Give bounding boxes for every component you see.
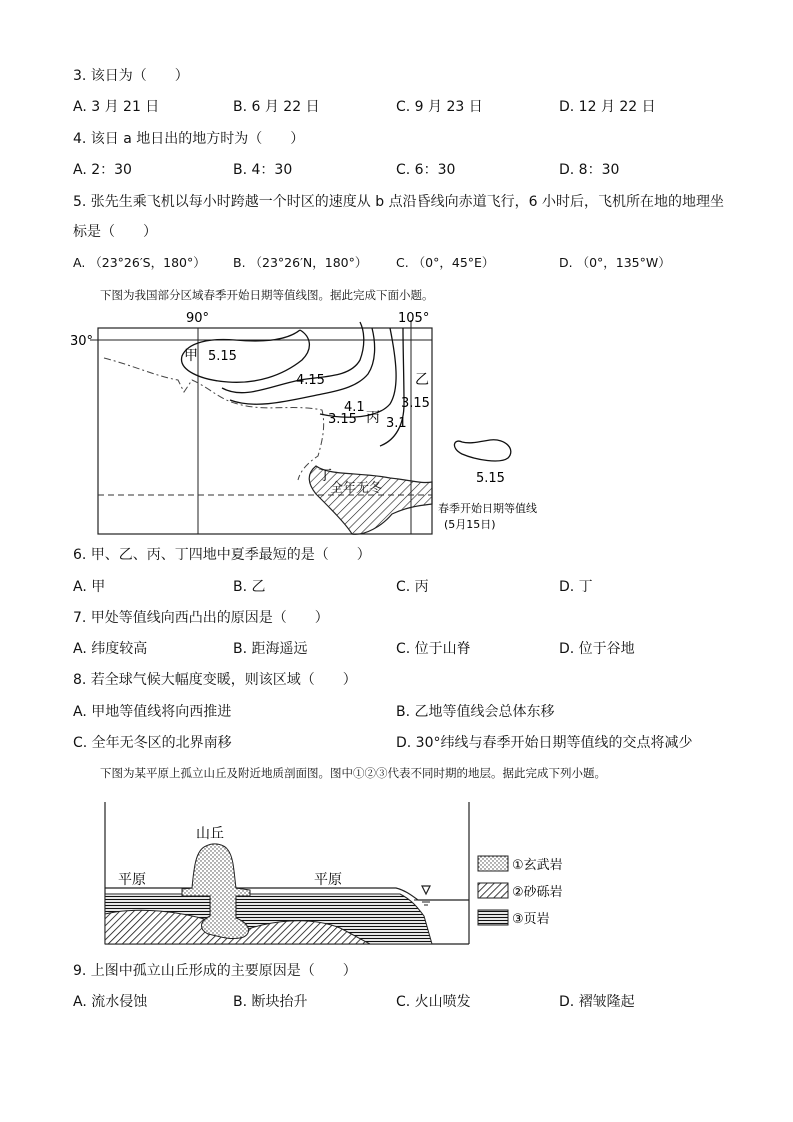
q9-option-a: A. 流水侵蚀	[73, 994, 148, 1010]
q4-option-d: D. 8：30	[559, 162, 620, 178]
q3-option-b: B. 6 月 22 日	[233, 99, 320, 115]
question-3-stem: 3. 该日为（ ）	[73, 68, 189, 84]
q4-option-c: C. 6：30	[396, 162, 456, 178]
q8-option-a: A. 甲地等值线将向西推进	[73, 704, 232, 720]
question-6-options	[73, 577, 713, 597]
question-7-options	[73, 639, 713, 659]
q9-option-d: D. 褶皱隆起	[559, 994, 635, 1010]
isoline-label-515: 5.15	[208, 349, 237, 364]
q8-option-c: C. 全年无冬区的北界南移	[73, 735, 232, 751]
q4-option-a: A. 2：30	[73, 162, 132, 178]
legend-shale-label: ③页岩	[512, 912, 550, 927]
no-winter-label: 全年无冬	[330, 481, 383, 496]
legend-sandstone-swatch	[478, 883, 508, 898]
place-jia-label: 甲	[184, 348, 198, 364]
map-intro-text: 下图为我国部分区域春季开始日期等值线图。据此完成下面小题。	[100, 288, 434, 302]
question-7-stem: 7. 甲处等值线向西凸出的原因是（ ）	[73, 610, 329, 626]
legend-basalt-label: ①玄武岩	[512, 858, 563, 873]
legend-sandstone-label: ②砂砾岩	[512, 885, 563, 900]
q7-option-b: B. 距海遥远	[233, 641, 308, 657]
lat-30-label: 30°	[70, 334, 94, 349]
plain-label-left: 平原	[118, 872, 146, 888]
q3-option-d: D. 12 月 22 日	[559, 99, 656, 115]
q7-option-a: A. 纬度较高	[73, 641, 148, 657]
place-bing-label: 丙	[366, 410, 380, 426]
question-5-options	[73, 253, 713, 273]
isoline-41	[230, 328, 375, 404]
q3-option-c: C. 9 月 23 日	[396, 99, 483, 115]
section-intro-text: 下图为某平原上孤立山丘及附近地质剖面图。图中①②③代表不同时期的地层。据此完成下列小题。	[100, 766, 606, 780]
question-9-options	[73, 992, 713, 1012]
isoline-label-515-right: 5.15	[476, 471, 505, 486]
legend-shale-swatch	[478, 910, 508, 925]
isoline-515-jia	[182, 330, 310, 382]
q5-option-b: B. （23°26′N，180°）	[233, 255, 368, 270]
question-6-stem: 6. 甲、乙、丙、丁四地中夏季最短的是（ ）	[73, 547, 371, 563]
map-legend-line2: (5月15日)	[444, 518, 496, 531]
question-5-stem-line1: 5. 张先生乘飞机以每小时跨越一个时区的速度从 b 点沿昏线向赤道飞行，6 小时后，飞机所在地的地理坐	[73, 194, 724, 210]
isoline-515-right	[454, 440, 510, 461]
q7-option-c: C. 位于山脊	[396, 641, 471, 657]
plain-label-right: 平原	[314, 872, 342, 888]
q5-option-c: C. （0°，45°E）	[396, 255, 495, 270]
question-5-stem-line2: 标是（ ）	[73, 224, 157, 240]
question-8-options-row2	[73, 733, 713, 753]
q6-option-a: A. 甲	[73, 579, 106, 595]
spring-start-isoline-map	[60, 308, 540, 540]
q4-option-b: B. 4：30	[233, 162, 293, 178]
q8-option-d: D. 30°纬线与春季开始日期等值线的交点将减少	[396, 735, 693, 751]
q6-option-d: D. 丁	[559, 579, 593, 595]
question-4-options	[73, 160, 713, 180]
question-3-options	[73, 97, 713, 117]
q6-option-c: C. 丙	[396, 579, 429, 595]
question-9-stem: 9. 上图中孤立山丘形成的主要原因是（ ）	[73, 963, 357, 979]
q9-option-c: C. 火山喷发	[396, 994, 471, 1010]
q7-option-d: D. 位于谷地	[559, 641, 635, 657]
lon-90-label: 90°	[186, 311, 210, 326]
question-8-options-row1	[73, 702, 713, 722]
isoline-label-31: 3.1	[386, 416, 407, 431]
boundary-line	[104, 358, 324, 480]
q5-option-d: D. （0°，135°W）	[559, 255, 671, 270]
isoline-label-41: 4.1	[344, 400, 365, 415]
isoline-label-315-right: 3.15	[401, 396, 430, 411]
map-legend-line1: 春季开始日期等值线	[438, 502, 537, 515]
lon-105-label: 105°	[398, 311, 430, 326]
question-4-stem: 4. 该日 a 地日出的地方时为（ ）	[73, 131, 305, 147]
q3-option-a: A. 3 月 21 日	[73, 99, 160, 115]
place-ding-label: 丁	[318, 468, 332, 484]
q6-option-b: B. 乙	[233, 579, 266, 595]
hill-label: 山丘	[196, 826, 224, 842]
place-yi-label: 乙	[415, 372, 429, 388]
q8-option-b: B. 乙地等值线会总体东移	[396, 704, 555, 720]
question-8-stem: 8. 若全球气候大幅度变暖，则该区域（ ）	[73, 672, 357, 688]
isoline-label-315-left: 3.15	[328, 412, 357, 427]
isoline-label-415: 4.15	[296, 373, 325, 388]
q9-option-b: B. 断块抬升	[233, 994, 308, 1010]
legend-basalt-swatch	[478, 856, 508, 871]
q5-option-a: A. （23°26′S，180°）	[73, 255, 206, 270]
water-level-icon	[422, 886, 430, 894]
geologic-cross-section	[100, 796, 590, 948]
